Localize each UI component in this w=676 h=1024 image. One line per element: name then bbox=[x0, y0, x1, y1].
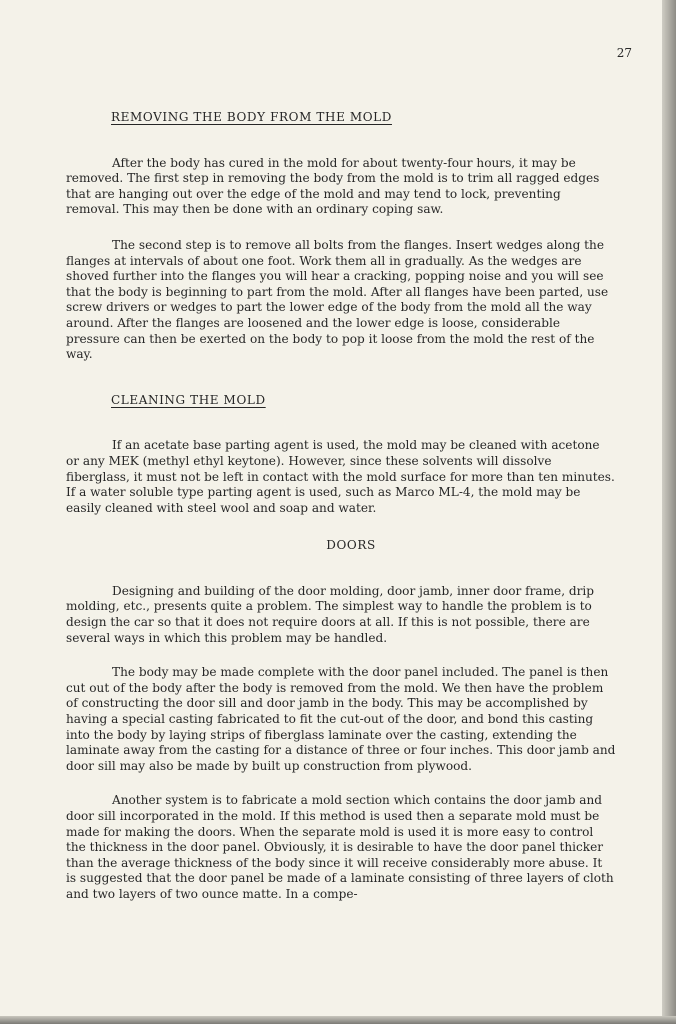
paragraph-doors-3: Another system is to fabricate a mold section which contains the door jamb and door sill incorporated in the mold. If this method is used then a separate mold must be made for making the doors. When the separate mold is used it is more easy to control the thickness in the door panel. Obviously, it is desirable to have the door panel thicker than the average thickness of the body since it will receive considerably more abuse. It is suggested that the door panel be made of a laminate consisting of three layers of cloth and two layers of two ounce matte. In a compe- bbox=[66, 793, 614, 901]
page-edge-shadow bbox=[662, 0, 676, 1024]
paragraph-doors-2: The body may be made complete with the door panel included. The panel is then cut out of the body after the body is removed from the mold. We then have the problem of constructing the door sill and door jamb in the body. This may be accomplished by having a special casting fabricated to fit the cut-out of the door, and bond this casting into the body by laying strips of fiberglass laminate over the casting, extending the laminate away from the casting for a distance of three or four inches. This door jamb and door sill may also be made by built up construction from plywood. bbox=[66, 665, 616, 773]
page-content bbox=[66, 110, 616, 922]
section-heading-removing-body: REMOVING THE BODY FROM THE MOLD bbox=[111, 110, 392, 124]
bottom-edge-shadow bbox=[0, 1016, 676, 1024]
paragraph-doors-1: Designing and building of the door molding, door jamb, inner door frame, drip molding, etc., presents quite a problem. The simplest way to handle the problem is to design the car so that it does not require doors at all. If this is not possible, there are several ways in which this problem may be handled. bbox=[66, 583, 595, 645]
paragraph-removing-1: After the body has cured in the mold for about twenty-four hours, it may be removed. The first step in removing the body from the mold is to trim all ragged edges that are hanging out over the edge of the mold and may tend to lock, preventing removal. This may then be done with an ordinary coping saw. bbox=[66, 155, 600, 217]
section-heading-cleaning-mold: CLEANING THE MOLD bbox=[111, 392, 266, 407]
paragraph-cleaning-1: If an acetate base parting agent is used, the mold may be cleaned with acetone or any MEK (methyl ethyl keytone). However, since these solvents will dissolve fiberglass, it must not be left in contact with the mold surface for more than ten minutes. If a water soluble type parting agent is used, such as Marco ML-4, the mold may be easily cleaned with steel wool and soap and water. bbox=[66, 438, 615, 515]
paragraph-removing-2: The second step is to remove all bolts from the flanges. Insert wedges along the flanges at intervals of about one foot. Work them all in gradually. As the wedges are shoved further into the flanges you will hear a cracking, popping noise and you will see that the body is beginning to part from the mold. After all flanges have been parted, use screw drivers or wedges to part the lower edge of the body from the mold all the way around. After the flanges are loosened and the lower edge is loose, considerable pressure can then be exerted on the body to pop it loose from the mold the rest of the way. bbox=[66, 237, 609, 362]
section-heading-doors: DOORS bbox=[326, 538, 376, 553]
page-number: 27 bbox=[616, 46, 632, 60]
